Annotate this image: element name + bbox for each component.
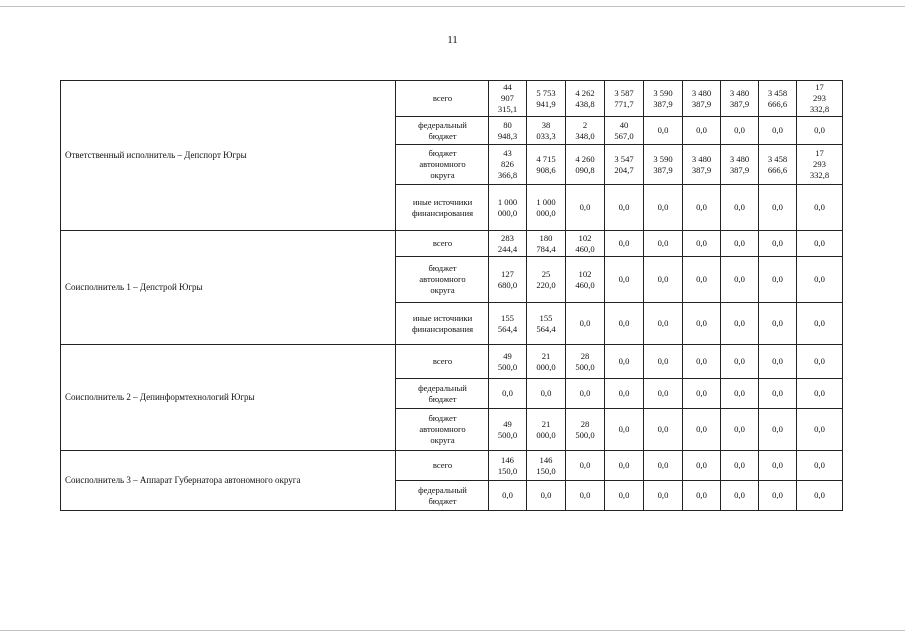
amount-cell: 4 715 908,6 (527, 145, 566, 185)
funding-source-cell: федеральный бюджет (396, 117, 489, 145)
amount-cell: 0,0 (721, 117, 759, 145)
amount-cell: 2 348,0 (566, 117, 605, 145)
amount-cell: 28 500,0 (566, 409, 605, 451)
amount-cell: 0,0 (605, 451, 644, 481)
amount-cell: 0,0 (721, 231, 759, 257)
table-row (61, 451, 843, 481)
amount-cell: 155 564,4 (489, 303, 527, 345)
amount-cell: 4 262 438,8 (566, 81, 605, 117)
amount-cell: 0,0 (605, 257, 644, 303)
amount-cell: 0,0 (721, 303, 759, 345)
amount-cell: 0,0 (797, 117, 843, 145)
amount-cell: 0,0 (797, 303, 843, 345)
amount-cell: 3 480 387,9 (721, 145, 759, 185)
amount-cell: 0,0 (797, 231, 843, 257)
amount-cell: 0,0 (759, 409, 797, 451)
amount-cell: 0,0 (759, 345, 797, 379)
amount-cell: 4 260 090,8 (566, 145, 605, 185)
amount-cell: 0,0 (683, 409, 721, 451)
amount-cell: 3 547 204,7 (605, 145, 644, 185)
amount-cell: 0,0 (644, 379, 683, 409)
amount-cell: 0,0 (759, 481, 797, 511)
amount-cell: 0,0 (721, 409, 759, 451)
amount-cell: 0,0 (683, 345, 721, 379)
amount-cell: 0,0 (797, 409, 843, 451)
executor-cell: Соисполнитель 1 – Депстрой Югры (61, 231, 396, 345)
scan-edge-bottom (0, 630, 905, 631)
amount-cell: 3 480 387,9 (683, 81, 721, 117)
funding-source-cell: всего (396, 451, 489, 481)
amount-cell: 180 784,4 (527, 231, 566, 257)
amount-cell: 155 564,4 (527, 303, 566, 345)
amount-cell: 0,0 (605, 409, 644, 451)
funding-source-cell: иные источники финансирования (396, 303, 489, 345)
amount-cell: 0,0 (489, 481, 527, 511)
amount-cell: 3 590 387,9 (644, 145, 683, 185)
amount-cell: 0,0 (759, 231, 797, 257)
amount-cell: 49 500,0 (489, 409, 527, 451)
amount-cell: 0,0 (797, 379, 843, 409)
amount-cell: 25 220,0 (527, 257, 566, 303)
amount-cell: 21 000,0 (527, 409, 566, 451)
amount-cell: 0,0 (797, 481, 843, 511)
amount-cell: 17 293 332,8 (797, 145, 843, 185)
amount-cell: 1 000 000,0 (489, 185, 527, 231)
amount-cell: 283 244,4 (489, 231, 527, 257)
amount-cell: 1 000 000,0 (527, 185, 566, 231)
amount-cell: 0,0 (759, 379, 797, 409)
amount-cell: 0,0 (683, 379, 721, 409)
amount-cell: 43 826 366,8 (489, 145, 527, 185)
amount-cell: 0,0 (683, 451, 721, 481)
amount-cell: 0,0 (605, 231, 644, 257)
table-row (61, 231, 843, 257)
amount-cell: 0,0 (797, 257, 843, 303)
amount-cell: 102 460,0 (566, 257, 605, 303)
funding-source-cell: бюджет автономного округа (396, 409, 489, 451)
amount-cell: 0,0 (644, 481, 683, 511)
executor-cell: Ответственный исполнитель – Депспорт Югры (61, 81, 396, 231)
amount-cell: 80 948,3 (489, 117, 527, 145)
amount-cell: 0,0 (721, 451, 759, 481)
amount-cell: 146 150,0 (489, 451, 527, 481)
amount-cell: 0,0 (566, 379, 605, 409)
amount-cell: 38 033,3 (527, 117, 566, 145)
amount-cell: 0,0 (721, 185, 759, 231)
amount-cell: 0,0 (721, 481, 759, 511)
scan-edge-top (0, 6, 905, 7)
amount-cell: 0,0 (797, 451, 843, 481)
amount-cell: 0,0 (721, 257, 759, 303)
amount-cell: 0,0 (644, 345, 683, 379)
amount-cell: 0,0 (683, 303, 721, 345)
amount-cell: 0,0 (489, 379, 527, 409)
amount-cell: 28 500,0 (566, 345, 605, 379)
amount-cell: 0,0 (683, 481, 721, 511)
amount-cell: 127 680,0 (489, 257, 527, 303)
amount-cell: 0,0 (605, 185, 644, 231)
amount-cell: 0,0 (566, 303, 605, 345)
amount-cell: 0,0 (605, 481, 644, 511)
amount-cell: 0,0 (566, 481, 605, 511)
amount-cell: 102 460,0 (566, 231, 605, 257)
amount-cell: 0,0 (566, 185, 605, 231)
financing-table (60, 80, 843, 511)
amount-cell: 3 590 387,9 (644, 81, 683, 117)
financing-table-body (61, 81, 843, 511)
amount-cell: 0,0 (605, 303, 644, 345)
funding-source-cell: всего (396, 231, 489, 257)
amount-cell: 40 567,0 (605, 117, 644, 145)
amount-cell: 3 458 666,6 (759, 81, 797, 117)
funding-source-cell: федеральный бюджет (396, 379, 489, 409)
amount-cell: 0,0 (644, 257, 683, 303)
table-row (61, 81, 843, 117)
amount-cell: 0,0 (644, 409, 683, 451)
amount-cell: 0,0 (759, 451, 797, 481)
amount-cell: 0,0 (566, 451, 605, 481)
amount-cell: 0,0 (644, 185, 683, 231)
amount-cell: 49 500,0 (489, 345, 527, 379)
amount-cell: 0,0 (721, 379, 759, 409)
table-row (61, 345, 843, 379)
funding-source-cell: всего (396, 345, 489, 379)
amount-cell: 0,0 (644, 451, 683, 481)
amount-cell: 0,0 (759, 303, 797, 345)
funding-source-cell: всего (396, 81, 489, 117)
executor-cell: Соисполнитель 2 – Депинформтехнологий Югры (61, 345, 396, 451)
amount-cell: 21 000,0 (527, 345, 566, 379)
amount-cell: 0,0 (759, 185, 797, 231)
amount-cell: 0,0 (527, 481, 566, 511)
page-number: 11 (447, 34, 458, 46)
funding-source-cell: федеральный бюджет (396, 481, 489, 511)
amount-cell: 3 458 666,6 (759, 145, 797, 185)
amount-cell: 0,0 (644, 117, 683, 145)
amount-cell: 3 480 387,9 (721, 81, 759, 117)
amount-cell: 0,0 (683, 257, 721, 303)
amount-cell: 0,0 (605, 379, 644, 409)
funding-source-cell: иные источники финансирования (396, 185, 489, 231)
amount-cell: 5 753 941,9 (527, 81, 566, 117)
amount-cell: 0,0 (644, 303, 683, 345)
funding-source-cell: бюджет автономного округа (396, 257, 489, 303)
amount-cell: 0,0 (527, 379, 566, 409)
amount-cell: 0,0 (605, 345, 644, 379)
amount-cell: 0,0 (644, 231, 683, 257)
amount-cell: 0,0 (759, 117, 797, 145)
amount-cell: 146 150,0 (527, 451, 566, 481)
amount-cell: 0,0 (683, 185, 721, 231)
amount-cell: 0,0 (797, 345, 843, 379)
amount-cell: 0,0 (759, 257, 797, 303)
amount-cell: 3 480 387,9 (683, 145, 721, 185)
amount-cell: 0,0 (683, 117, 721, 145)
amount-cell: 0,0 (683, 231, 721, 257)
funding-source-cell: бюджет автономного округа (396, 145, 489, 185)
executor-cell: Соисполнитель 3 – Аппарат Губернатора автономного округа (61, 451, 396, 511)
amount-cell: 3 587 771,7 (605, 81, 644, 117)
amount-cell: 0,0 (721, 345, 759, 379)
amount-cell: 44 907 315,1 (489, 81, 527, 117)
amount-cell: 17 293 332,8 (797, 81, 843, 117)
amount-cell: 0,0 (797, 185, 843, 231)
